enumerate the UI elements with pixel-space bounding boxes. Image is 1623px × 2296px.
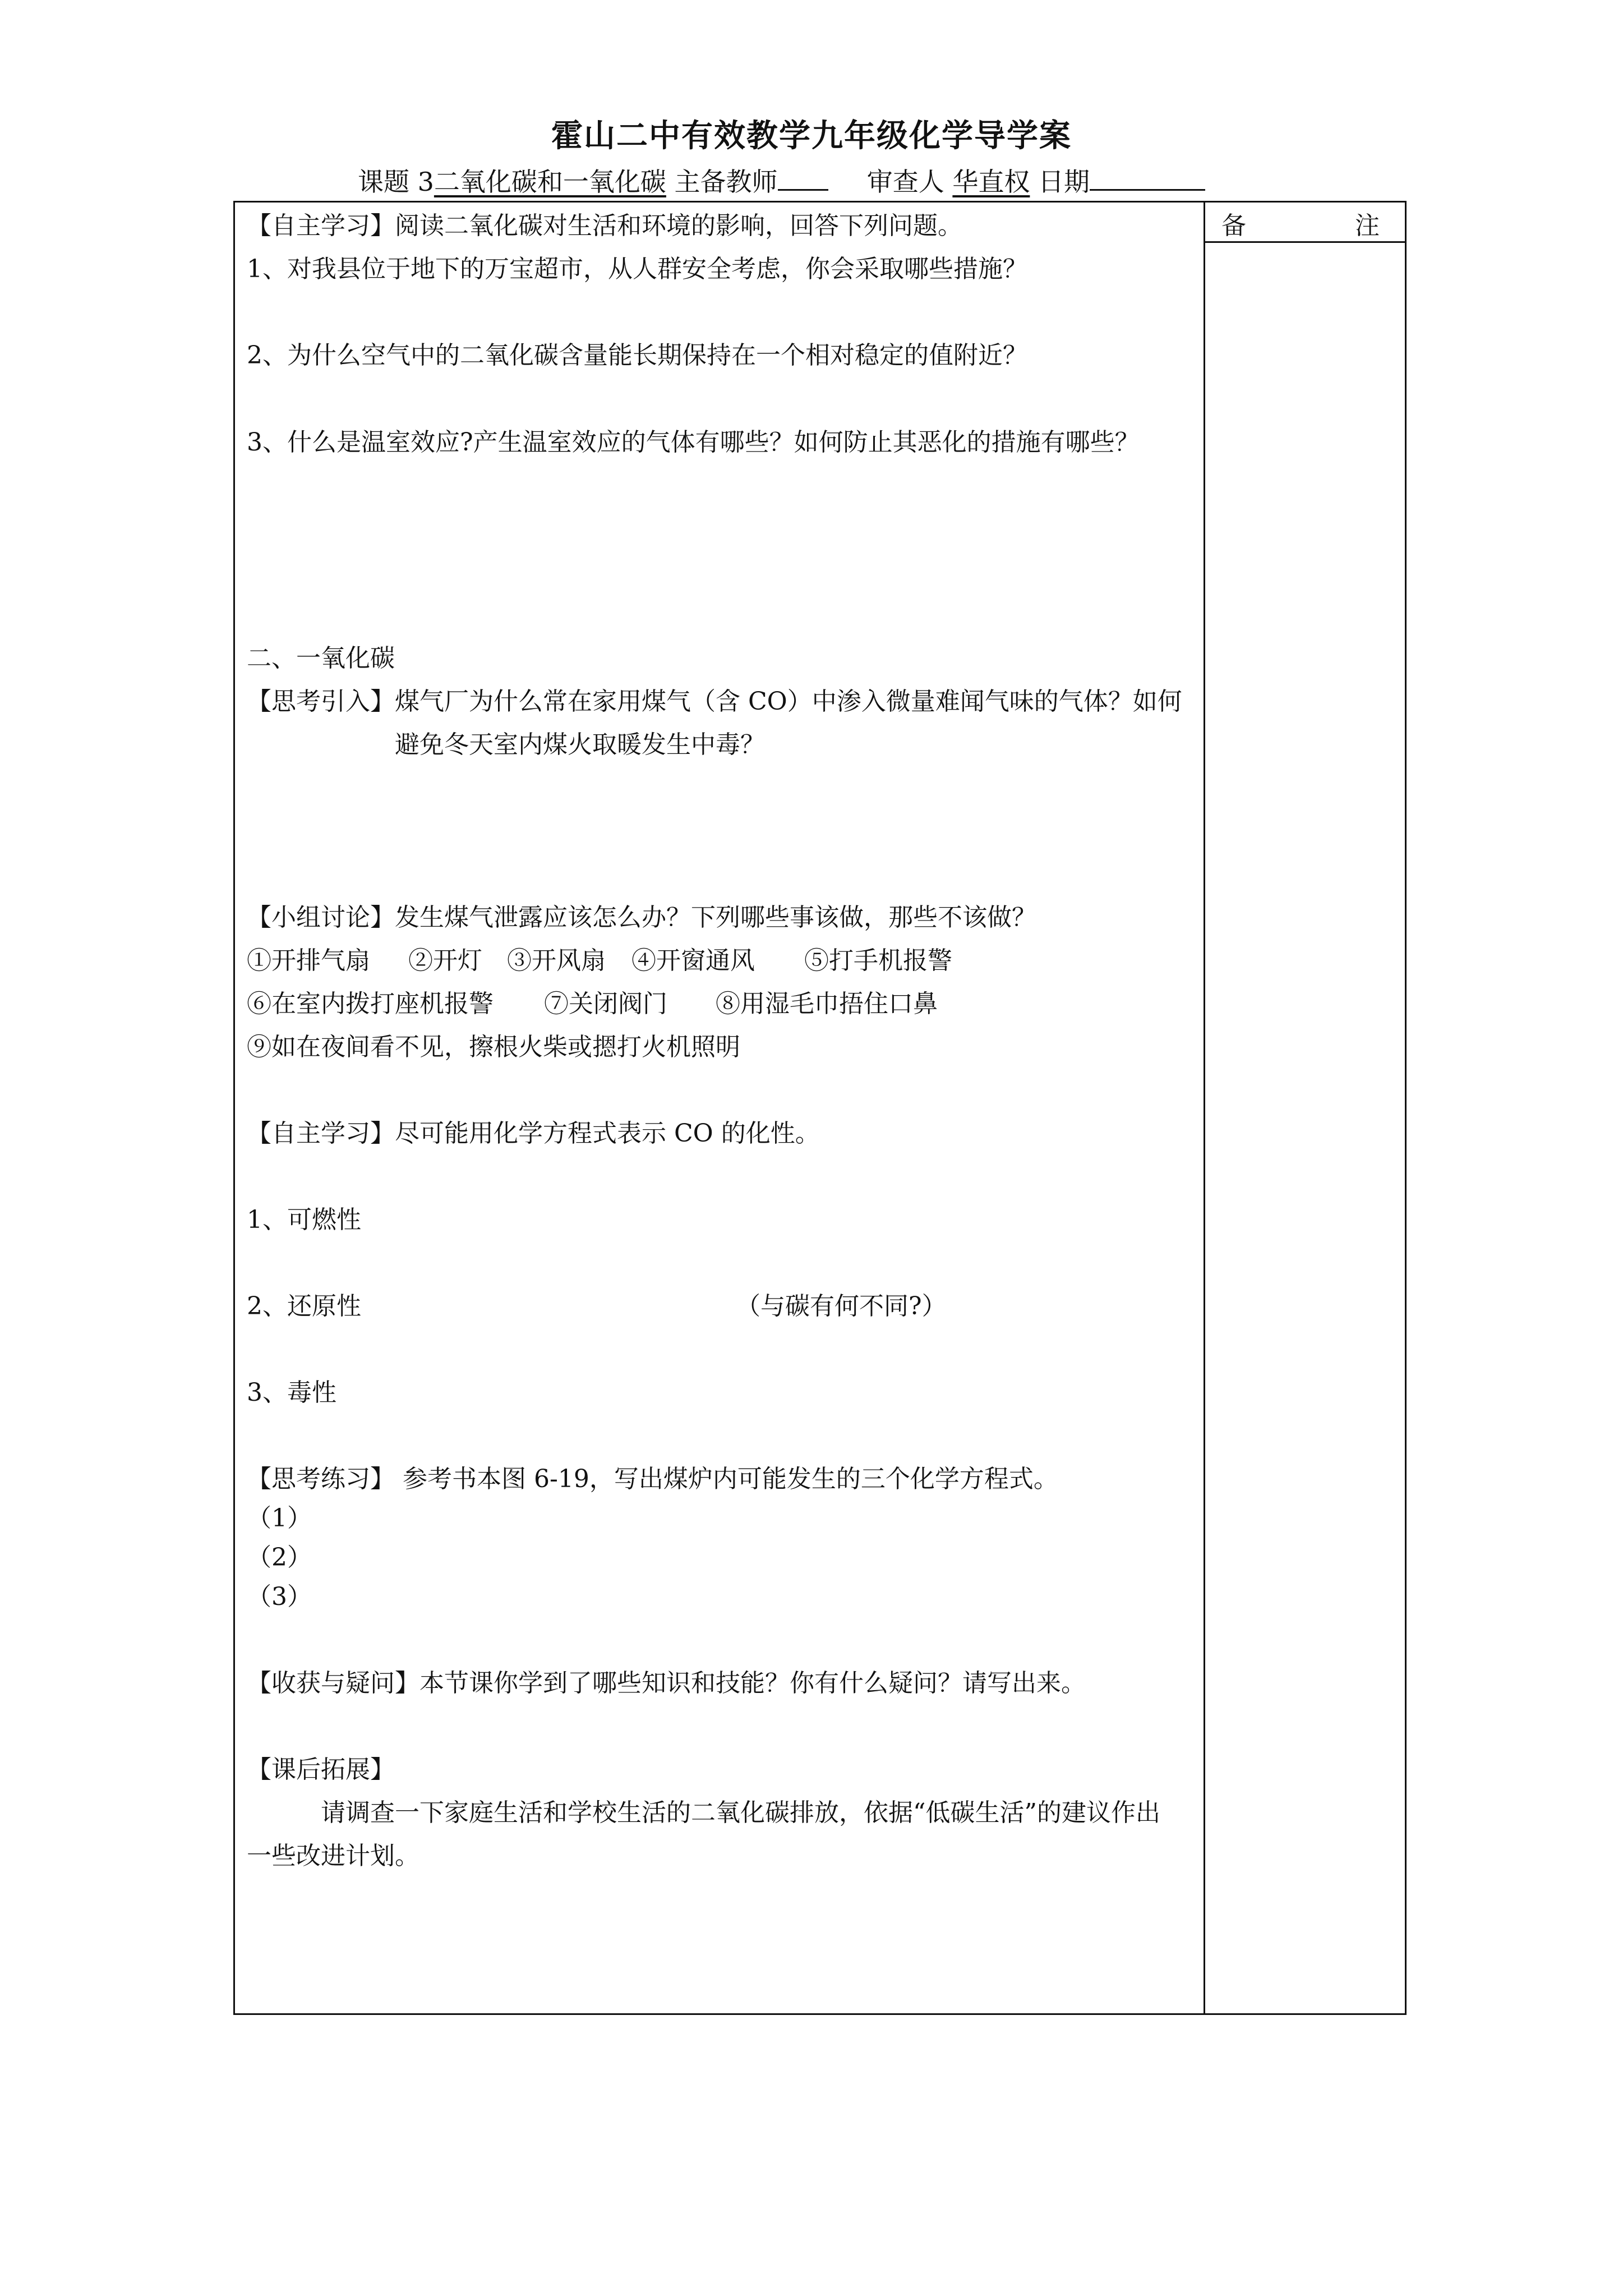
option-3: ③开风扇 xyxy=(507,946,606,975)
reducibility-note: （与碳有何不同?） xyxy=(736,1292,947,1320)
section-heading-co: 二、一氧化碳 xyxy=(247,644,395,673)
extension-text: 请调查一下家庭生活和学校生活的二氧化碳排放，依据“低碳生活”的建议作出 xyxy=(321,1798,1160,1827)
option-6: ⑥在室内拨打座机报警 xyxy=(247,990,494,1018)
option-9: ⑨如在夜间看不见，擦根火柴或摁打火机照明 xyxy=(247,1033,740,1061)
equation-1: （1） xyxy=(247,1504,312,1533)
question-1: 1、对我县位于地下的万宝超市，从人群安全考虑，你会采取哪些措施？ xyxy=(247,255,1027,283)
date-label: 日期 xyxy=(1038,167,1090,197)
question-2: 2、为什么空气中的二氧化碳含量能长期保持在一个相对稳定的值附近？ xyxy=(247,341,1027,370)
group-discussion: 【小组讨论】发生煤气泄露应该怎么办？下列哪些事该做，那些不该做？ xyxy=(247,903,1036,932)
thinking-intro-cont: 避免冬天室内煤火取暖发生中毒？ xyxy=(395,730,765,759)
co-properties-prompt: 【自主学习】尽可能用化学方程式表示 CO 的化性。 xyxy=(247,1119,820,1148)
option-8: ⑧用湿毛巾捂住口鼻 xyxy=(716,990,938,1018)
equation-2: （2） xyxy=(247,1543,312,1572)
question-3: 3、什么是温室效应?产生温室效应的气体有哪些？如何防止其恶化的措施有哪些？ xyxy=(247,428,1140,457)
option-2: ②开灯 xyxy=(408,946,482,975)
document-title: 霍山二中有效教学九年级化学导学案 xyxy=(551,117,1072,154)
self-study-prompt: 【自主学习】阅读二氧化碳对生活和环境的影响，回答下列问题。 xyxy=(247,211,962,240)
lesson-topic: 二氧化碳和一氧化碳 xyxy=(434,167,666,197)
notes-header-divider xyxy=(1204,241,1407,243)
gains-questions: 【收获与疑问】本节课你学到了哪些知识和技能？你有什么疑问？请写出来。 xyxy=(247,1669,1086,1697)
lesson-info-line xyxy=(358,162,1205,199)
equation-3: （3） xyxy=(247,1582,312,1611)
option-5: ⑤打手机报警 xyxy=(804,946,952,975)
notes-header-left: 备 xyxy=(1221,211,1246,240)
property-combustibility: 1、可燃性 xyxy=(247,1205,361,1234)
option-1: ①开排气扇 xyxy=(247,946,370,975)
thinking-intro: 【思考引入】煤气厂为什么常在家用煤气（含 CO）中渗入微量难闻气味的气体？如何 xyxy=(247,687,1182,716)
lesson-number: 课题 3 xyxy=(358,167,434,197)
reviewer-name: 华直权 xyxy=(952,167,1030,197)
notes-column-divider xyxy=(1204,201,1205,2015)
teacher-label: 主备教师 xyxy=(674,167,778,197)
option-4: ④开窗通风 xyxy=(631,946,755,975)
property-toxicity: 3、毒性 xyxy=(247,1378,336,1407)
notes-header-right: 注 xyxy=(1355,211,1380,240)
option-7: ⑦关闭阀门 xyxy=(544,990,667,1018)
property-reducibility: 2、还原性 xyxy=(247,1292,361,1320)
reviewer-label: 审查人 xyxy=(866,167,944,197)
date-blank xyxy=(1090,167,1205,191)
practice-prompt: 【思考练习】 参考书本图 6-19，写出煤炉内可能发生的三个化学方程式。 xyxy=(247,1465,1058,1493)
worksheet-table xyxy=(233,201,1407,2015)
extension-heading: 【课后拓展】 xyxy=(247,1755,395,1784)
extension-text-cont: 一些改进计划。 xyxy=(247,1842,419,1870)
teacher-blank xyxy=(778,167,828,191)
